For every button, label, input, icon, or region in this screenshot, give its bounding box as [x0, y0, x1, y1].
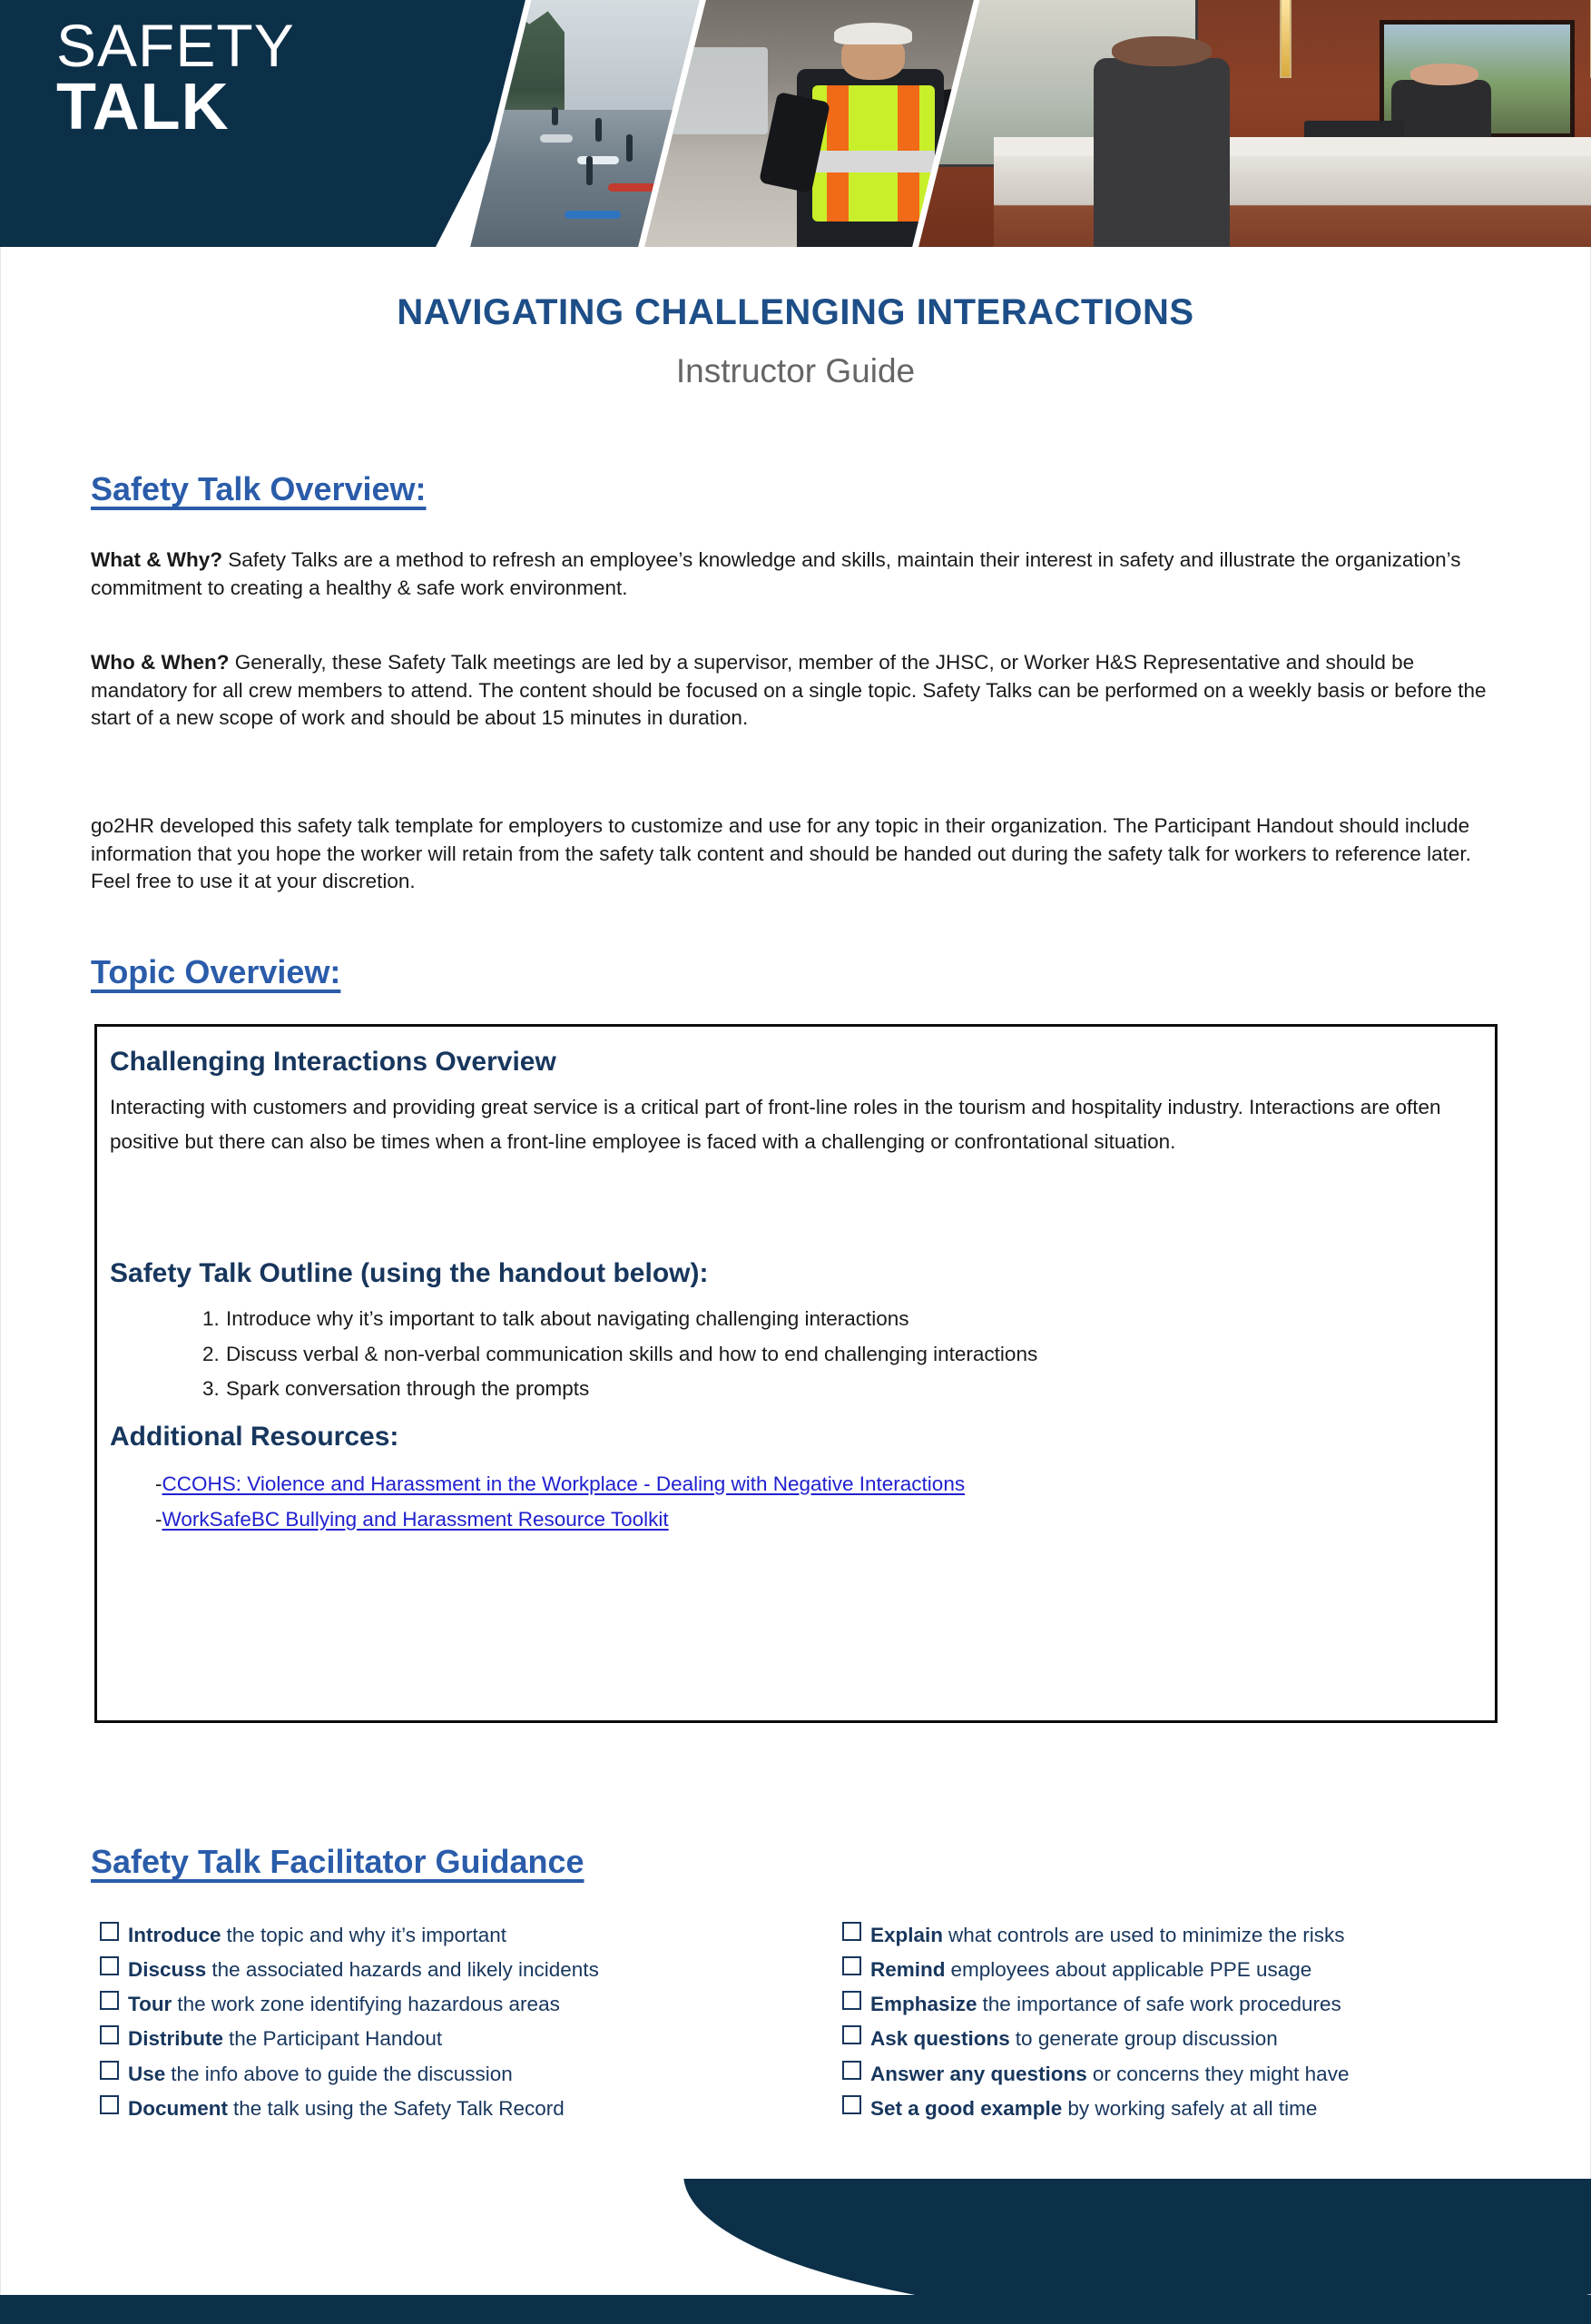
- box-heading-safety-talk-outline: Safety Talk Outline (using the handout below):: [110, 1258, 709, 1288]
- checklist-item-text: to generate group discussion: [1015, 2027, 1278, 2051]
- checklist-item-keyword: Introduce: [128, 1924, 221, 1946]
- checklist-item-text: the work zone identifying hazardous areas: [177, 1993, 560, 2016]
- checkbox-icon[interactable]: [100, 2025, 119, 2044]
- section-heading-facilitator-guidance: Safety Talk Facilitator Guidance: [91, 1843, 584, 1880]
- checklist-item-text: the info above to guide the discussion: [171, 2062, 513, 2085]
- checkbox-icon[interactable]: [842, 1956, 861, 1975]
- additional-resources-links: [155, 1467, 965, 1537]
- logo-line-talk: TALK: [56, 70, 230, 143]
- box-heading-additional-resources: Additional Resources:: [110, 1422, 399, 1452]
- resource-link-worksafebc[interactable]: WorkSafeBC Bullying and Harassment Resource Toolkit: [162, 1507, 669, 1531]
- safety-talk-outline-list: [202, 1302, 1455, 1407]
- overview-paragraph-go2hr: [91, 812, 1516, 896]
- checklist-item-text: or concerns they might have: [1092, 2062, 1350, 2085]
- checklist-item-keyword: Remind: [870, 1958, 946, 1982]
- logo-line-safety: SAFETY: [56, 12, 295, 79]
- checklist-item-text: the importance of safe work procedures: [982, 1993, 1341, 2016]
- dash-prefix: -: [155, 1507, 162, 1531]
- box-paragraph-overview: Interacting with customers and providing great service is a critical part of front-line roles in the tourism and hospitality industry. Interactions are often positive but there can also be times when a front-line employee is faced with a challenging or confrontational situation.: [110, 1096, 1441, 1153]
- checklist-item-keyword: Answer any questions: [870, 2062, 1087, 2085]
- section-heading-topic-overview: Topic Overview:: [91, 953, 341, 990]
- checkbox-icon[interactable]: [100, 1956, 119, 1975]
- checkbox-icon[interactable]: [100, 1991, 119, 2010]
- safety-talk-logo: [56, 12, 295, 143]
- box-heading-challenging-interactions-overview: Challenging Interactions Overview: [110, 1047, 556, 1077]
- checklist-item[interactable]: [842, 2062, 1349, 2087]
- outline-item: 1. Introduce why it’s important to talk about navigating challenging interactions: [202, 1307, 909, 1330]
- overview-text-what-why: Safety Talks are a method to refresh an employee’s knowledge and skills, maintain their interest in safety and illustrate the organization’s commitment to creating a healthy & safe work environment.: [91, 548, 1461, 599]
- checklist-item-keyword: Distribute: [128, 2027, 224, 2051]
- footer-bar: [0, 2295, 1591, 2324]
- hotel-front-desk-photo: [909, 0, 1591, 247]
- checklist-item[interactable]: [842, 1923, 1349, 1948]
- overview-lead-who-when: Who & When?: [91, 651, 230, 674]
- topic-overview-box: [94, 1024, 1498, 1723]
- checklist-item[interactable]: [842, 2096, 1349, 2122]
- resource-link-row: [155, 1467, 965, 1502]
- overview-paragraph-who-when: [91, 649, 1516, 733]
- checklist-item-text: the topic and why it’s important: [226, 1924, 507, 1946]
- checkbox-icon[interactable]: [100, 2061, 119, 2080]
- checklist-item-keyword: Use: [128, 2062, 166, 2085]
- checklist-item[interactable]: [100, 2026, 599, 2052]
- footer-decoration: [0, 2179, 1591, 2324]
- overview-lead-what-why: What & Why?: [91, 548, 222, 571]
- checkbox-icon[interactable]: [100, 2095, 119, 2114]
- checkbox-icon[interactable]: [842, 1991, 861, 2010]
- checklist-item-text: the talk using the Safety Talk Record: [233, 2096, 565, 2120]
- checklist-item-keyword: Set a good example: [870, 2096, 1063, 2120]
- facilitator-checklist-right: [842, 1923, 1349, 2131]
- checklist-item-text: employees about applicable PPE usage: [950, 1958, 1312, 1982]
- checkbox-icon[interactable]: [842, 2061, 861, 2080]
- page-title: NAVIGATING CHALLENGING INTERACTIONS: [397, 292, 1194, 332]
- checklist-item[interactable]: [100, 2062, 599, 2087]
- outline-item: 3. Spark conversation through the prompts: [202, 1377, 590, 1401]
- checklist-item-keyword: Emphasize: [870, 1993, 977, 2016]
- section-heading-safety-talk-overview: Safety Talk Overview:: [91, 470, 427, 507]
- checklist-item-keyword: Discuss: [128, 1958, 207, 1982]
- checkbox-icon[interactable]: [842, 2095, 861, 2114]
- checkbox-icon[interactable]: [842, 1922, 861, 1941]
- header-banner: [0, 0, 1591, 247]
- checklist-item[interactable]: [842, 1957, 1349, 1983]
- checklist-item[interactable]: [842, 1992, 1349, 2017]
- page-subtitle: Instructor Guide: [675, 352, 916, 389]
- checklist-item[interactable]: [842, 2026, 1349, 2052]
- checklist-item[interactable]: [100, 1923, 599, 1948]
- checklist-item-text: the associated hazards and likely incidents: [211, 1958, 599, 1982]
- checklist-item-keyword: Ask questions: [870, 2027, 1010, 2051]
- checklist-item-keyword: Explain: [870, 1924, 944, 1946]
- outline-item: 2. Discuss verbal & non-verbal communication skills and how to end challenging interactions: [202, 1342, 1038, 1365]
- checklist-item[interactable]: [100, 2096, 599, 2122]
- resource-link-ccohs[interactable]: CCOHS: Violence and Harassment in the Workplace - Dealing with Negative Interactions: [162, 1472, 966, 1495]
- checklist-item-text: what controls are used to minimize the risks: [948, 1924, 1345, 1946]
- checkbox-icon[interactable]: [842, 2025, 861, 2044]
- checklist-item[interactable]: [100, 1957, 599, 1983]
- overview-text-go2hr: go2HR developed this safety talk template for employers to customize and use for any topic in their organization. The Participant Handout should include information that you hope the worker will retain from the safety talk content and should be handed out during the safety talk for workers to reference later. Feel free to use it at your discretion.: [91, 814, 1471, 893]
- checklist-item-text: the Participant Handout: [229, 2027, 443, 2051]
- dash-prefix: -: [155, 1472, 162, 1495]
- checklist-item-text: by working safely at all time: [1067, 2096, 1318, 2120]
- checklist-item-keyword: Document: [128, 2096, 229, 2120]
- checklist-item-keyword: Tour: [128, 1993, 172, 2016]
- overview-paragraph-what-why: [91, 547, 1504, 602]
- overview-text-who-when: Generally, these Safety Talk meetings are led by a supervisor, member of the JHSC, or Worker H&S Representative and should be mandatory for all crew members to attend. The content should be focused on a single topic. Safety Talks can be performed on a weekly basis or before the start of a new scope of work and should be about 15 minutes in duration.: [91, 651, 1487, 730]
- facilitator-checklist-left: [100, 1923, 599, 2131]
- checkbox-icon[interactable]: [100, 1922, 119, 1941]
- resource-link-row: [155, 1502, 965, 1538]
- checklist-item[interactable]: [100, 1992, 599, 2017]
